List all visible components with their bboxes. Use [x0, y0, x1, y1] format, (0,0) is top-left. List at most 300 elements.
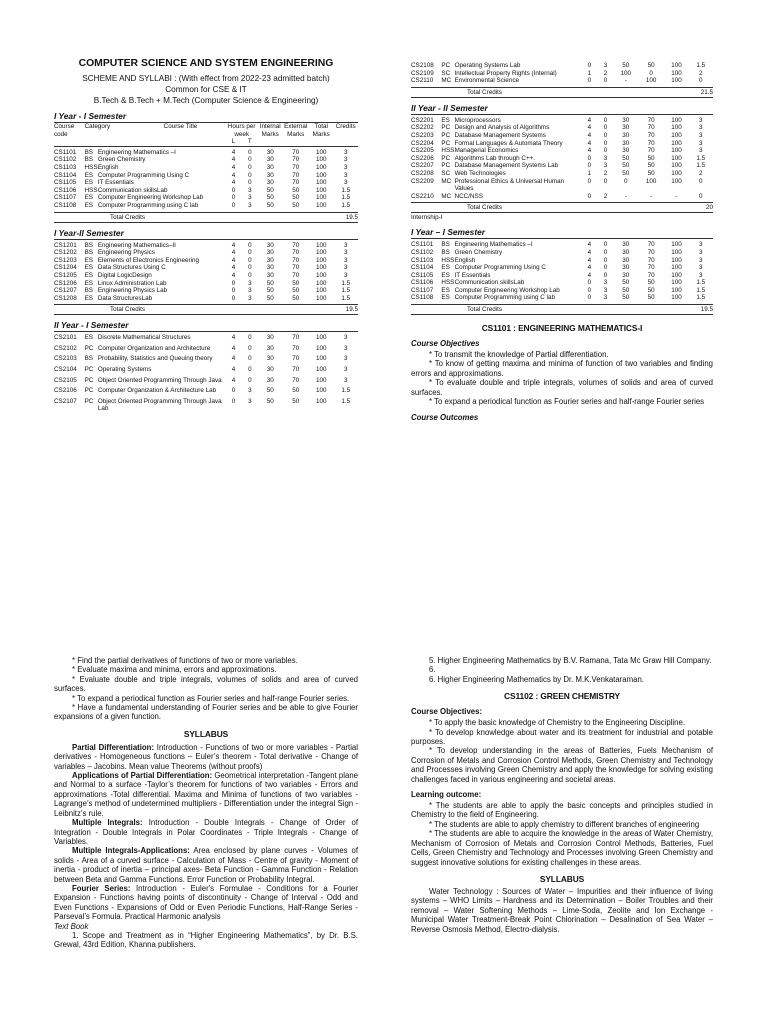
cell-external: 50	[292, 201, 300, 209]
table-row	[54, 194, 358, 202]
cell-title: Elements of Electronics Engineering	[97, 256, 199, 264]
cell-code: CS1208	[54, 294, 77, 302]
sem1-table	[54, 147, 358, 210]
cell-category: HSS	[84, 186, 98, 194]
cell-total: 100	[671, 169, 682, 177]
cell-external: 70	[647, 241, 655, 249]
cell-l: 0	[587, 279, 592, 287]
textbook-heading: Text Book	[54, 921, 89, 931]
table-row	[411, 193, 713, 201]
cell-code: CS1105	[411, 271, 434, 279]
cell-l: 4	[231, 334, 236, 342]
cell-t: 0	[248, 334, 252, 342]
cell-total: 100	[671, 154, 682, 162]
cell-l: 4	[231, 256, 236, 264]
cell-external: 70	[292, 256, 300, 264]
cell-t: 3	[603, 279, 608, 287]
cell-external: 50	[292, 279, 300, 287]
cell-total: -	[675, 192, 678, 200]
cs1102-objective: * To develop understanding in the areas of Batteries, Fuels Mechanism of Corrosion of Metals and Corrosion Control Methods, Green Chemistry and Technology and Processes involving Green Chemistry and apply the knowledge for solving existing challenges faced in various engineering and societal areas.	[411, 746, 713, 784]
page-title: COMPUTER SCIENCE AND SYSTEM ENGINEERING	[78, 58, 334, 69]
cell-credits: 3	[699, 248, 703, 256]
cell-internal: 30	[266, 256, 274, 264]
cell-credits: 1.5	[341, 397, 351, 405]
cell-external: 70	[292, 355, 300, 363]
syllabus-unit-3: Multiple Integrals: Introduction - Double Integrals - Change of Order of Integration - Double Integrals in Polar Coordinates - Triple Integrals - Change of Variables.	[54, 818, 359, 846]
cell-credits: 0	[699, 177, 703, 185]
cell-category: BS	[84, 241, 93, 249]
cs1102-syllabus-text: Water Technology : Sources of Water – Impurities and their influence of living systems – WHO Limits – Hardness and its Determination – Boiler Troubles and their removal – Water Softening Methods – Lime-Soda, Zeolite and Ion Exchange - Municipal Water Treatment-Break Point Chlorination – Desalination of Sea Water – Reverse Osmosis Method, Electro-dialysis.	[411, 886, 713, 934]
cell-total: 100	[315, 366, 327, 374]
cell-internal: 50	[266, 279, 274, 287]
cell-title: Computer Engineering Workshop Lab	[97, 194, 204, 202]
cell-category: PC	[84, 397, 94, 405]
cs1101-outcome: * Evaluate double and triple integrals, volumes of solids and area of curved surfaces.	[54, 674, 358, 694]
table-row	[411, 147, 713, 155]
table-row	[411, 249, 713, 257]
sem1-repeat-heading: I Year – I Semester	[411, 227, 713, 239]
cell-credits: 1.5	[341, 186, 351, 194]
cell-total: 100	[315, 256, 327, 264]
cs1101-title: CS1101 : ENGINEERING MATHEMATICS-I	[481, 323, 643, 334]
table-row	[411, 115, 713, 125]
cell-total: 100	[315, 279, 327, 287]
cell-external: 70	[292, 264, 300, 272]
cell-category: HSS	[441, 279, 455, 287]
cell-title: Digital LogicDesign	[97, 271, 152, 279]
cell-t: 3	[603, 154, 608, 162]
cell-l: 4	[231, 163, 236, 171]
cell-credits: 3	[343, 256, 348, 264]
cell-l: 4	[587, 264, 592, 272]
cell-total: 100	[671, 279, 682, 287]
cell-l: 0	[231, 194, 236, 202]
cell-l: 4	[231, 355, 236, 363]
cell-t: 3	[248, 294, 252, 302]
cell-title: Operating Systems Lab	[454, 62, 521, 69]
cell-title: Algorithms Lab through C++.	[454, 154, 536, 162]
cell-total: 100	[671, 256, 682, 264]
program-line: B.Tech & B.Tech + M.Tech (Computer Science & Engineering)	[93, 96, 319, 105]
cell-code: CS1103	[411, 256, 434, 264]
cell-category: ES	[441, 294, 450, 302]
cell-credits: 3	[343, 355, 348, 363]
upper-left-column	[54, 58, 358, 413]
cell-title: Computer Organization and Architecture	[97, 344, 211, 352]
cell-category: BS	[84, 249, 93, 257]
cell-category: HSS	[441, 147, 455, 155]
cell-title: Object Oriented Programming Through Java	[97, 376, 222, 384]
cs1102-title: CS1102 : GREEN CHEMISTRY	[504, 691, 620, 702]
table-row	[411, 140, 713, 148]
cell-l: 4	[587, 256, 592, 264]
table-row	[411, 170, 713, 178]
sem1-repeat-total-row: Total Credits 19.5	[411, 304, 713, 315]
sem2-heading: I Year-II Semester	[54, 228, 358, 240]
cell-category: PC	[441, 154, 451, 162]
cell-code: CS1105	[54, 179, 77, 187]
cell-external: 70	[292, 171, 300, 179]
cell-category: HSS	[84, 163, 98, 171]
table-row	[411, 70, 713, 78]
cell-total: 100	[315, 376, 327, 384]
cell-credits: 3	[343, 148, 348, 156]
cell-title: Discrete Mathematical Structures	[97, 334, 191, 342]
cell-l: 1	[587, 169, 592, 177]
cell-l: 4	[587, 116, 592, 124]
table-row	[54, 332, 358, 342]
cell-credits: 3	[343, 344, 348, 352]
table-row	[54, 295, 358, 303]
cell-credits: 3	[699, 264, 703, 272]
cell-credits: 3	[343, 179, 348, 187]
cell-credits: 3	[343, 271, 348, 279]
cell-code: CS2105	[54, 376, 77, 384]
cell-t: 0	[603, 147, 608, 155]
cell-t: 0	[248, 256, 252, 264]
cell-credits: 1.5	[341, 194, 351, 202]
cell-internal: 50	[622, 162, 630, 170]
cell-t: 0	[603, 256, 608, 264]
cell-category: ES	[84, 256, 93, 264]
cs1101-outcome: * To expand a periodical function as Fourier series and half-range Fourier series.	[72, 693, 350, 703]
cell-category: PC	[441, 62, 451, 69]
cell-category: ES	[84, 201, 93, 209]
cell-l: 4	[587, 131, 592, 139]
table-row	[411, 132, 713, 140]
cell-title: Computer Programming Using C	[97, 171, 190, 179]
cell-t: 0	[603, 264, 608, 272]
cell-category: ES	[84, 271, 93, 279]
cs1102-objective: * To develop knowledge about water and its treatment for industrial and potable purposes.	[411, 727, 713, 747]
cell-total: 100	[671, 248, 682, 256]
cs1101-outcome: * Have a fundamental understanding of Fourier series and be able to give Fourier expansions of a given function.	[54, 703, 358, 722]
internship-label: Internship-I	[411, 214, 443, 222]
cell-total: 100	[315, 171, 327, 179]
cell-total: 100	[315, 271, 327, 279]
cell-title: Database Management Systems Lab	[454, 162, 559, 170]
cs1102-outcome: * The students are able to apply chemistry to different branches of engineering	[429, 819, 700, 829]
cell-code: CS1207	[54, 287, 77, 295]
cell-t: 0	[248, 171, 252, 179]
cell-t: 2	[603, 192, 608, 200]
cell-t: 0	[603, 124, 608, 132]
cell-external: 50	[292, 194, 300, 202]
cell-code: CS1106	[54, 186, 77, 194]
cell-credits: 3	[699, 271, 703, 279]
cell-title: Microprocessors	[454, 116, 501, 124]
table-row	[54, 187, 358, 195]
cell-t: 0	[603, 139, 608, 147]
cell-title: Engineering Mathematics –I	[97, 148, 176, 156]
cell-l: 0	[231, 186, 236, 194]
cell-code: CS2208	[411, 169, 434, 177]
table-row	[54, 257, 358, 265]
cell-l: 4	[231, 376, 236, 384]
cell-code: CS1205	[54, 271, 77, 279]
cell-category: ES	[441, 116, 450, 124]
cell-category: PC	[441, 124, 451, 132]
cs1101-objective: * To transmit the knowledge of Partial differentiation.	[429, 350, 609, 360]
cell-t: 0	[603, 116, 608, 124]
table-row	[54, 172, 358, 180]
table-row	[411, 162, 713, 170]
cell-external: 70	[647, 147, 655, 155]
cell-code: CS1202	[54, 249, 77, 257]
cell-t: 0	[603, 271, 608, 279]
table-row	[411, 264, 713, 272]
hdr-credits: Credits	[335, 123, 356, 130]
table-row	[411, 155, 713, 163]
cell-t: 2	[603, 169, 608, 177]
cell-l: 1	[587, 69, 592, 77]
cell-l: 4	[231, 249, 236, 257]
cell-code: CS1103	[54, 163, 77, 171]
cell-credits: 3	[699, 116, 703, 124]
cell-internal: 50	[622, 154, 630, 162]
cell-external: 70	[292, 148, 300, 156]
cs1102-outcome-heading: Learning outcome:	[411, 790, 482, 800]
cell-internal: 30	[266, 249, 274, 257]
cell-category: PC	[441, 139, 451, 147]
sem3-heading: II Year - I Semester	[54, 320, 358, 332]
cell-title: Database Management Systems	[454, 131, 546, 139]
cell-external: 70	[647, 139, 655, 147]
cs1102-objectives-heading: Course Objectives:	[411, 707, 483, 717]
cell-t: 2	[603, 69, 608, 77]
cell-title: Data Structures Using C	[97, 264, 166, 272]
cell-credits: 3	[699, 139, 703, 147]
table-row	[54, 240, 358, 250]
cell-code: CS1101	[54, 148, 77, 156]
cell-t: 0	[248, 179, 252, 187]
cell-category: HSS	[441, 256, 455, 264]
cell-external: 100	[645, 177, 657, 185]
syllabus-unit-5: Fourier Series: Introduction - Euler's Formulae - Conditions for a Fourier Expansion - Functions having points of discontinuity - Change of Interval - Odd and Even Functions - Expansions of Odd or Even Periodic Functions, Half-Range Series - Parseval’s Formula. Practical Harmonic analysis	[54, 883, 358, 922]
cell-credits: 3	[699, 241, 703, 249]
cell-external: 50	[292, 287, 300, 295]
cell-category: ES	[84, 294, 93, 302]
cell-internal: 30	[266, 148, 274, 156]
cell-code: CS2201	[411, 116, 434, 124]
cs1101-objectives-heading: Course Objectives	[411, 339, 480, 349]
sem4-heading: II Year - II Semester	[411, 103, 713, 115]
cell-total: 100	[315, 397, 327, 405]
cell-t: 0	[603, 131, 608, 139]
cell-internal: 30	[622, 241, 630, 249]
cell-internal: 30	[266, 156, 274, 164]
cell-title: Linux Administration Lab	[97, 279, 167, 287]
cell-category: ES	[84, 171, 93, 179]
table-row	[411, 239, 713, 249]
cell-internal: 30	[266, 376, 274, 384]
cell-category: BS	[441, 248, 450, 256]
cell-code: CS2209	[411, 177, 434, 185]
cell-total: 100	[315, 344, 327, 352]
cell-total: 100	[315, 334, 327, 342]
cell-title: Computer Programming using C lab	[454, 294, 556, 302]
cell-code: CS1203	[54, 256, 77, 264]
cell-l: 4	[231, 264, 236, 272]
cell-title: Communication skillsLab	[97, 186, 168, 194]
cell-external: 50	[647, 286, 655, 294]
cell-credits: 1.5	[696, 294, 706, 302]
cell-category: PC	[441, 162, 451, 170]
table-row	[54, 363, 358, 374]
cell-credits: 1.5	[696, 154, 706, 162]
cell-l: 4	[231, 148, 236, 156]
cell-title: English	[97, 163, 119, 171]
cell-external: 70	[292, 163, 300, 171]
reference-6: 6. Higher Engineering Mathematics by Dr. M.K.Venkataraman.	[429, 674, 644, 684]
cell-internal: 30	[622, 271, 630, 279]
table-row	[411, 294, 713, 302]
cell-total: 100	[315, 186, 327, 194]
cell-internal: 30	[266, 163, 274, 171]
cell-t: 0	[603, 77, 608, 85]
cell-credits: 3	[343, 156, 348, 164]
table-row	[54, 342, 358, 353]
cs1101-syllabus-heading: SYLLABUS	[183, 728, 229, 739]
hdr-total: Total Marks	[312, 123, 330, 138]
cell-credits: 3	[699, 131, 703, 139]
cell-l: 4	[231, 179, 236, 187]
cell-internal: 50	[622, 169, 630, 177]
cell-total: 100	[671, 294, 682, 302]
cell-l: 4	[231, 271, 236, 279]
cell-t: 3	[603, 62, 608, 69]
cell-credits: 1.5	[696, 279, 706, 287]
cell-total: 100	[671, 241, 682, 249]
cell-l: 4	[587, 241, 592, 249]
cell-external: 50	[292, 186, 300, 194]
table-row	[54, 352, 358, 363]
cell-category: MC	[441, 192, 452, 200]
cell-l: 0	[587, 192, 592, 200]
cell-internal: 50	[266, 201, 274, 209]
cell-category: BS	[84, 287, 93, 295]
cell-internal: 50	[266, 294, 274, 302]
cell-external: 70	[647, 264, 655, 272]
cell-internal: 30	[622, 124, 630, 132]
cell-category: ES	[441, 271, 450, 279]
table-row	[411, 60, 713, 70]
cell-code: CS2108	[411, 62, 434, 69]
table-row	[54, 280, 358, 288]
cell-t: 0	[248, 148, 252, 156]
cell-internal: 50	[266, 186, 274, 194]
cell-code: CS2202	[411, 124, 434, 132]
hdr-external: External Marks	[284, 123, 308, 138]
cell-title: English	[454, 256, 476, 264]
cell-total: 100	[671, 62, 682, 69]
cell-code: CS1107	[54, 194, 77, 202]
cell-total: 100	[315, 163, 327, 171]
cell-external: 50	[647, 162, 655, 170]
cell-code: CS1201	[54, 241, 77, 249]
cell-total: 100	[671, 264, 682, 272]
cell-title: Engineering Physics	[97, 249, 155, 257]
hdr-category: Category	[84, 123, 111, 130]
cell-l: 0	[231, 397, 236, 405]
cell-t: 3	[248, 194, 252, 202]
cell-code: CS1107	[411, 286, 434, 294]
cell-internal: 30	[266, 179, 274, 187]
cell-title: Data StructuresLab	[97, 294, 153, 302]
cell-category: ES	[84, 279, 93, 287]
table-row	[54, 264, 358, 272]
cell-external: 70	[292, 334, 300, 342]
cell-code: CS2205	[411, 147, 434, 155]
cell-code: CS2210	[411, 192, 434, 200]
cell-title: Computer Programming using C lab	[97, 201, 199, 209]
cell-total: 100	[315, 264, 327, 272]
cell-credits: 1.5	[341, 201, 351, 209]
cell-external: 70	[292, 241, 300, 249]
cell-credits: 3	[343, 334, 348, 342]
cell-t: 0	[248, 271, 252, 279]
cell-category: ES	[84, 264, 93, 272]
cell-external: 70	[292, 376, 300, 384]
cell-l: 0	[231, 387, 236, 395]
cell-category: PC	[84, 344, 94, 352]
cell-category: BS	[441, 241, 450, 249]
cell-t: 3	[603, 162, 608, 170]
table-row	[411, 287, 713, 295]
cell-external: 70	[647, 271, 655, 279]
cell-t: 0	[248, 264, 252, 272]
cell-category: SC	[441, 69, 451, 77]
cell-t: 0	[603, 248, 608, 256]
table-row	[54, 164, 358, 172]
sem1-repeat-table	[411, 239, 713, 302]
cs1102-outcome: * The students are able to acquire the knowledge in the areas of Water Chemistry, Mechanism of Corrosion of Metals and Corrosion Control Methods, Batteries, Fuel Cells, Green Chemistry and Technology and Processes involving Green Chemistry and suggest innovative solutions for existing challenges in these areas.	[411, 829, 713, 867]
cell-external: 50	[647, 154, 655, 162]
cell-title: Object Oriented Programming Through Java Lab	[97, 397, 222, 413]
cell-total: 100	[315, 355, 327, 363]
cell-external: 70	[647, 248, 655, 256]
table-row	[54, 179, 358, 187]
cell-category: MC	[441, 77, 452, 85]
cell-total: 100	[671, 77, 682, 85]
cell-title: Intellectual Property Rights (Internal)	[454, 69, 557, 77]
cell-credits: 0	[699, 77, 703, 85]
cell-t: 3	[248, 397, 252, 405]
cell-credits: 1.5	[341, 387, 351, 395]
cs1101-objective: * To expand a periodical function as Fourier series and half-range Fourier series	[429, 397, 705, 407]
cell-total: 100	[315, 194, 327, 202]
cell-category: SC	[441, 169, 451, 177]
cell-category: ES	[441, 264, 450, 272]
cell-internal: 50	[266, 194, 274, 202]
lower-left-column	[54, 656, 358, 950]
cell-l: 4	[587, 147, 592, 155]
sem3-table	[54, 332, 358, 413]
cell-total: 100	[671, 177, 682, 185]
cell-l: 0	[231, 279, 236, 287]
cell-internal: 30	[622, 116, 630, 124]
table-row	[411, 257, 713, 265]
cell-credits: 3	[343, 366, 348, 374]
cell-internal: 30	[622, 256, 630, 264]
cell-code: CS2102	[54, 344, 77, 352]
cell-internal: 50	[622, 62, 630, 69]
sem2-total-row: Total Credits 19.5	[54, 304, 358, 315]
cell-total: 100	[315, 201, 327, 209]
cell-external: 50	[292, 397, 300, 405]
cell-category: ES	[441, 286, 450, 294]
cell-t: 0	[248, 355, 252, 363]
